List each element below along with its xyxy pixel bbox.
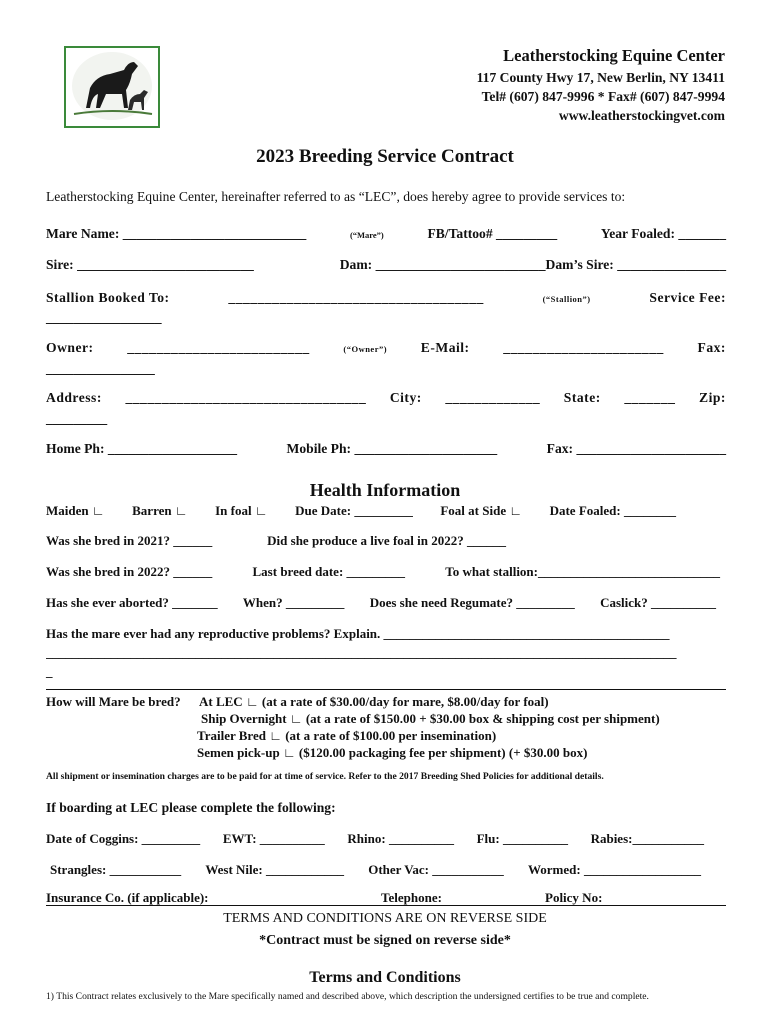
org-name: Leatherstocking Equine Center: [503, 46, 725, 65]
mare-row[interactable]: Mare Name: ___________________________ (“Mare”) FB/Tattoo# _________ Year Foaled: _______: [46, 226, 726, 241]
tattoo-field[interactable]: FB/Tattoo# _________: [427, 226, 558, 241]
intro-text: Leatherstocking Equine Center, hereinafter referred to as “LEC”, does hereby agree to provide services to:: [46, 189, 626, 204]
rabies-field[interactable]: Rabies:___________: [590, 831, 704, 846]
mare-name-field[interactable]: Mare Name: ___________________________: [46, 226, 307, 241]
owner-field[interactable]: _________________________: [127, 340, 310, 355]
sign-notice: *Contract must be signed on reverse side*: [259, 933, 511, 948]
wormed-field[interactable]: Wormed: __________________: [528, 862, 701, 877]
telephone-field[interactable]: Telephone:: [381, 890, 442, 905]
other-vac-field[interactable]: Other Vac: ___________: [368, 862, 504, 877]
bred-question: How will Mare be bred?: [46, 694, 181, 709]
reverse-side-notice: TERMS AND CONDITIONS ARE ON REVERSE SIDE: [223, 911, 547, 926]
foal-at-side-checkbox[interactable]: Foal at Side ∟: [440, 503, 523, 518]
service-fee-field[interactable]: _________________: [46, 310, 162, 325]
trailer-bred-option[interactable]: Trailer Bred ∟ (at a rate of $100.00 per insemination): [197, 728, 497, 743]
charges-note: All shipment or insemination charges are to be paid for at time of service. Refer to the 2017 Breeding Shed Policies for additional details.: [46, 771, 604, 782]
org-website[interactable]: www.leatherstockingvet.com: [558, 108, 725, 123]
due-date-field[interactable]: Due Date: _________: [295, 503, 413, 518]
health-title: Health Information: [309, 480, 461, 500]
health-row-3[interactable]: Was she bred in 2022? ______ Last breed date: _________ To what stallion:____________________________: [46, 564, 720, 579]
boarding-title: If boarding at LEC please complete the following:: [46, 800, 336, 815]
health-row-4[interactable]: Has she ever aborted? _______ When? _________ Does she need Regumate? _________ Caslick? __________: [46, 595, 716, 610]
problems-field[interactable]: Has the mare ever had any reproductive problems? Explain. ____________________________________________: [46, 626, 670, 641]
org-address: 117 County Hwy 17, New Berlin, NY 13411: [476, 70, 725, 85]
rhino-field[interactable]: Rhino: __________: [347, 831, 454, 846]
insurance-field[interactable]: Insurance Co. (if applicable):: [46, 890, 209, 905]
address-field[interactable]: _________________________________: [125, 390, 367, 405]
strangles-field[interactable]: Strangles: ___________: [50, 862, 182, 877]
logo: [64, 46, 160, 128]
maiden-checkbox[interactable]: Maiden ∟: [46, 503, 105, 518]
sire-row[interactable]: [46, 257, 726, 273]
owner-fax-field[interactable]: ________________: [46, 361, 155, 376]
year-foaled-field[interactable]: Year Foaled: _______: [600, 226, 726, 241]
contract-title: 2023 Breeding Service Contract: [256, 146, 514, 167]
semen-pickup-option[interactable]: Semen pick-up ∟ ($120.00 packaging fee per shipment) (+ $30.00 box): [197, 745, 588, 760]
state-field[interactable]: _______: [624, 390, 676, 405]
ship-overnight-option[interactable]: Ship Overnight ∟ (at a rate of $150.00 + $30.00 box & shipping cost per shipment): [201, 711, 660, 726]
dam-field[interactable]: Dam: _________________________Dam’s Sire: ________________: [339, 257, 726, 272]
ewt-field[interactable]: EWT: __________: [222, 831, 325, 846]
fax-field[interactable]: Fax: ______________________: [546, 441, 726, 456]
terms-paragraph-1: 1) This Contract relates exclusively to the Mare specifically named and described above, which description the undersigned certifies to be true and complete.: [46, 991, 649, 1002]
coggins-field[interactable]: Date of Coggins: _________: [46, 831, 201, 846]
city-field[interactable]: _____________: [445, 390, 541, 405]
phone-row[interactable]: [46, 441, 726, 457]
problems-line[interactable]: _________________________________________________________________________________________________: [46, 645, 677, 660]
barren-checkbox[interactable]: Barren ∟: [132, 503, 188, 518]
health-row-1[interactable]: [46, 503, 676, 519]
divider: [46, 689, 726, 690]
mobile-phone-field[interactable]: Mobile Ph: _____________________: [286, 441, 498, 456]
health-row-2[interactable]: Was she bred in 2021? ______ Did she produce a live foal in 2022? ______: [46, 533, 506, 548]
service-fee-label: Service Fee:: [649, 290, 726, 305]
email-field[interactable]: ______________________: [503, 340, 664, 355]
at-lec-option[interactable]: At LEC ∟ (at a rate of $30.00/day for mare, $8.00/day for foal): [199, 694, 549, 709]
sire-field[interactable]: Sire: __________________________: [46, 257, 254, 272]
policy-field[interactable]: Policy No:: [545, 890, 603, 905]
divider: [46, 905, 726, 906]
boarding-row-2[interactable]: [50, 862, 701, 878]
stallion-field[interactable]: ___________________________________: [228, 290, 484, 305]
owner-row[interactable]: Owner: _________________________ (“Owner”) E-Mail: ______________________ Fax:: [46, 340, 726, 355]
stallion-row[interactable]: Stallion Booked To: ___________________________________ (“Stallion”) Service Fee:: [46, 290, 726, 305]
in-foal-checkbox[interactable]: In foal ∟: [215, 503, 268, 518]
address-row[interactable]: Address: _________________________________ City: _____________ State: _______ Zip:: [46, 390, 726, 405]
home-phone-field[interactable]: Home Ph: ___________________: [46, 441, 238, 456]
flu-field[interactable]: Flu: __________: [476, 831, 568, 846]
boarding-row-1[interactable]: [46, 831, 704, 847]
zip-field[interactable]: _________: [46, 411, 108, 426]
terms-title: Terms and Conditions: [309, 969, 461, 986]
west-nile-field[interactable]: West Nile: ____________: [205, 862, 344, 877]
date-foaled-field[interactable]: Date Foaled: ________: [549, 503, 676, 518]
horse-and-foal-icon: [66, 48, 158, 126]
org-phones: Tel# (607) 847-9996 * Fax# (607) 847-9994: [481, 89, 725, 104]
